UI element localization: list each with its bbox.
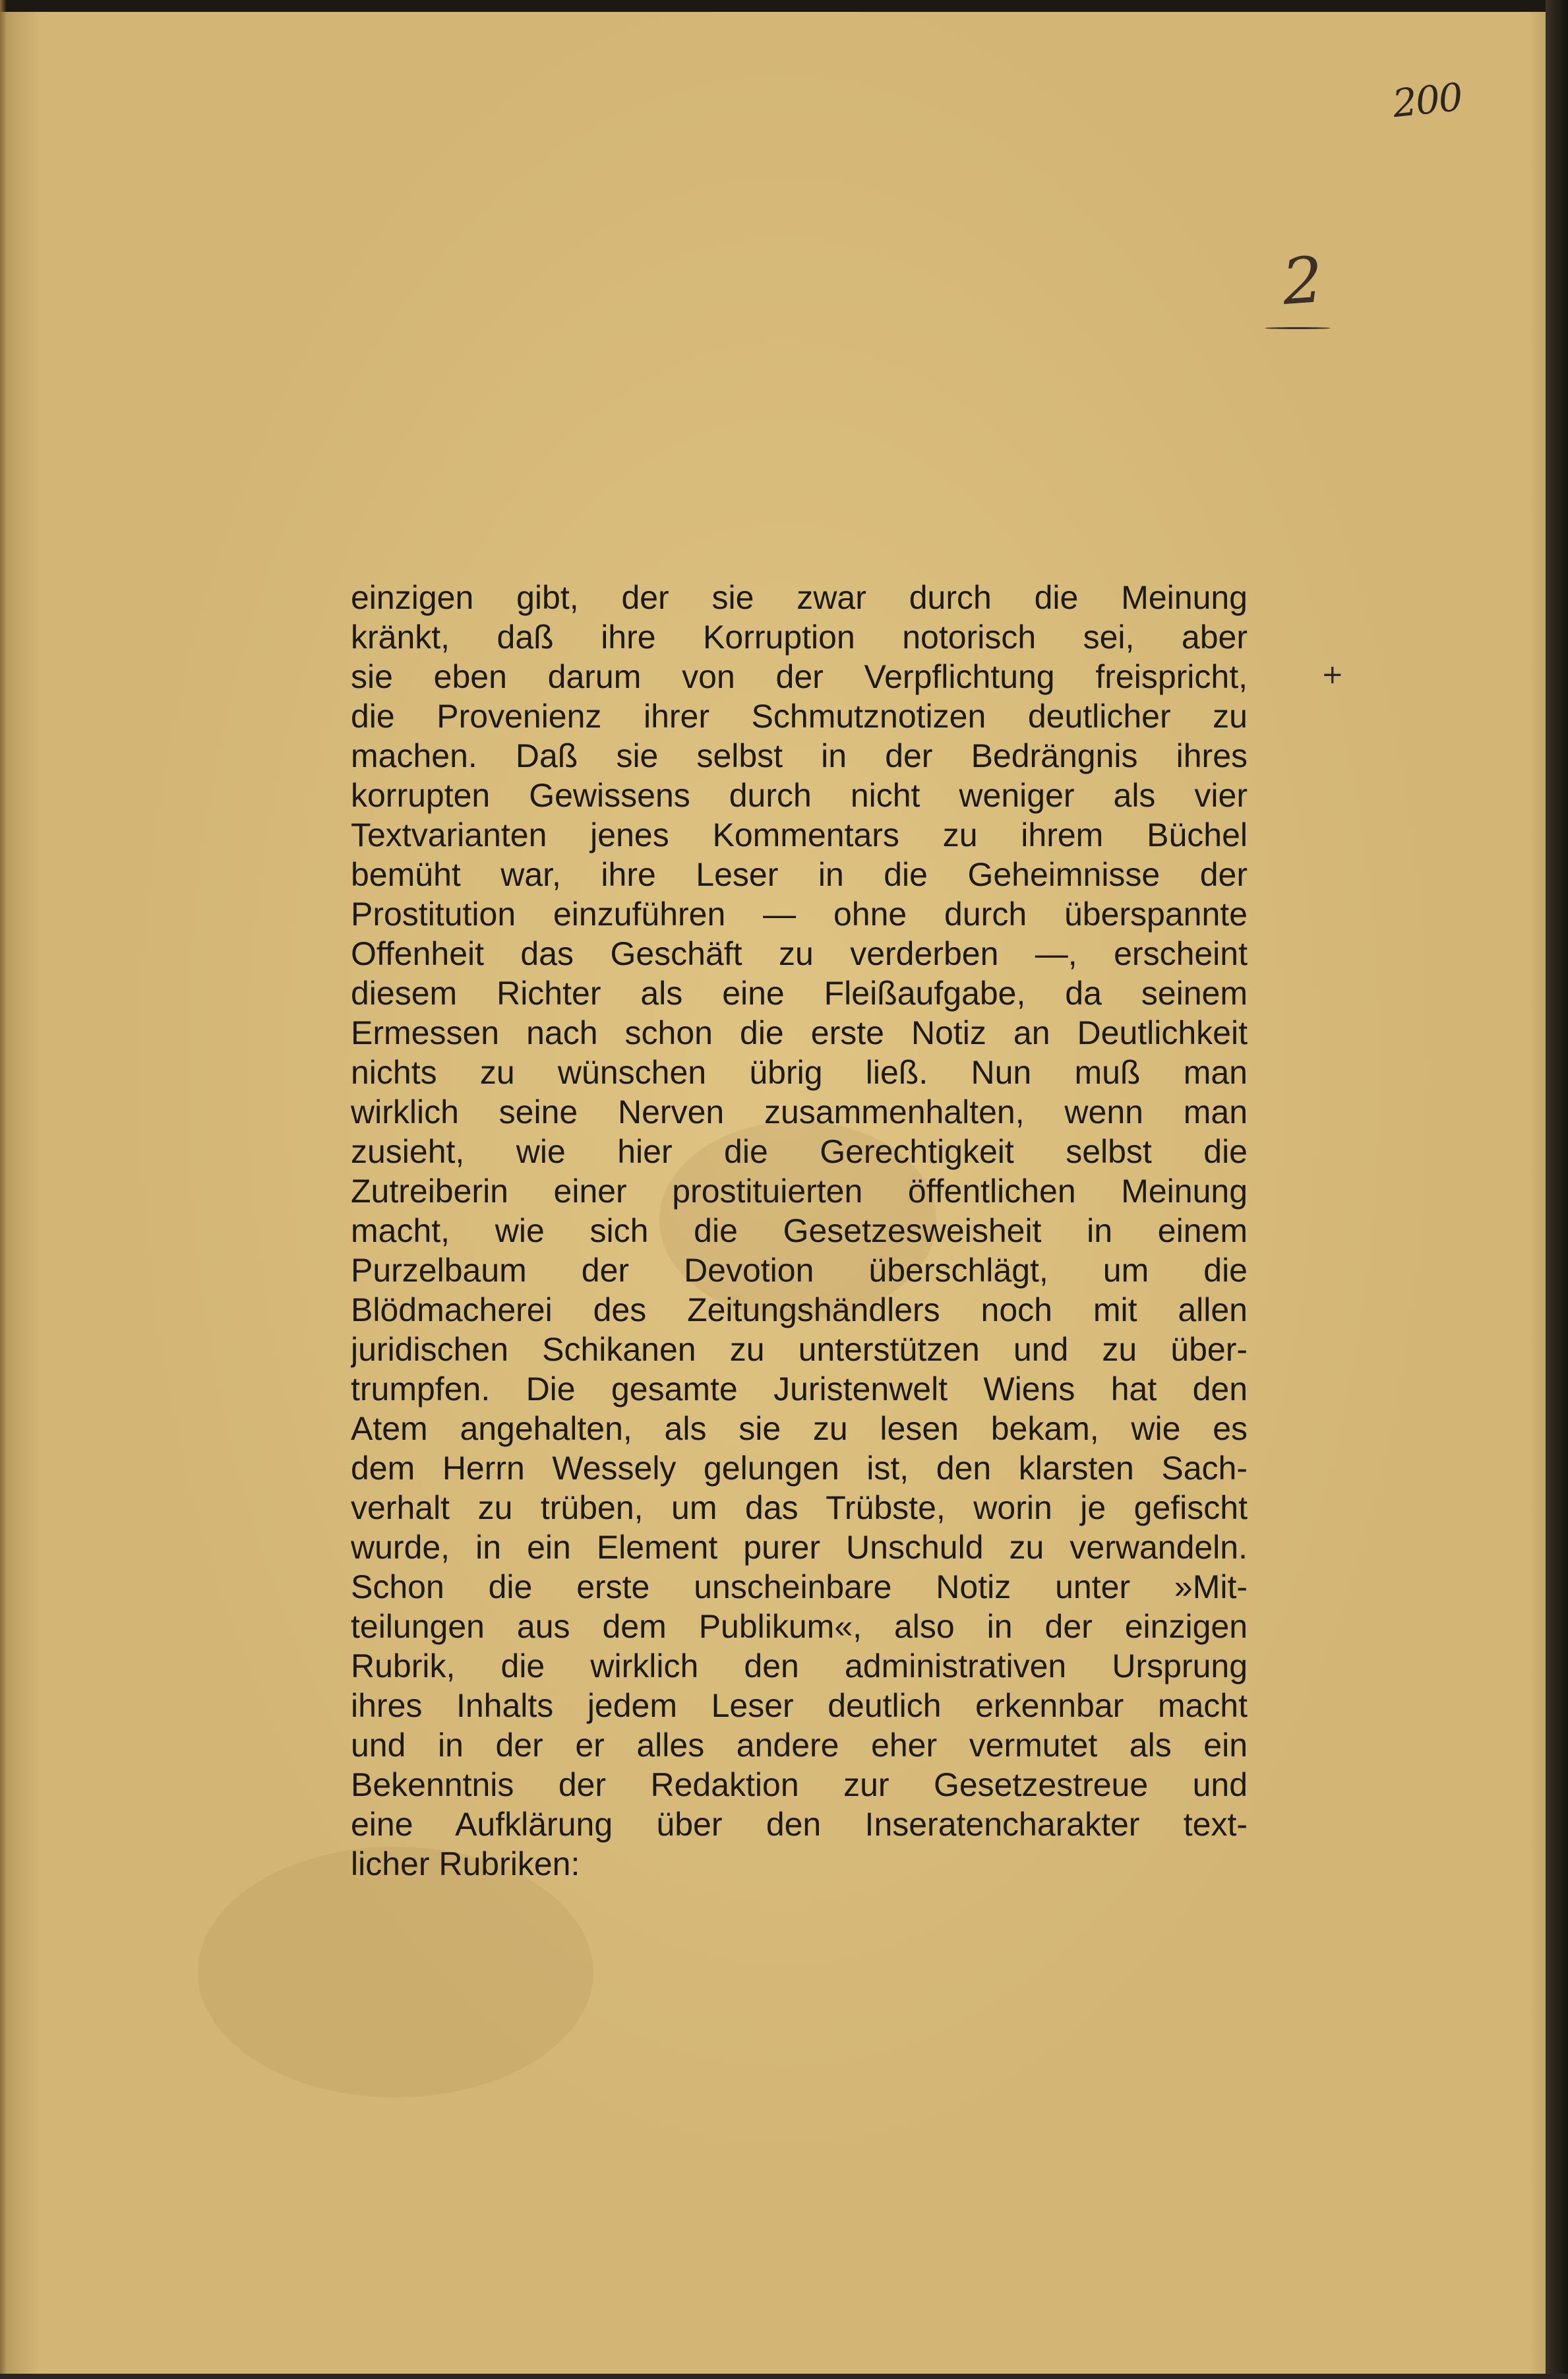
handwritten-folio-number: 200 [1390, 74, 1464, 127]
text-line: Ermessen nach schon die erste Notiz an Deutlichkeit [351, 1014, 1248, 1051]
text-line: einzigen gibt, der sie zwar durch die Meinung [351, 579, 1248, 616]
text-line: Purzelbaum der Devotion überschlägt, um die [351, 1252, 1248, 1289]
text-line: korrupten Gewissens durch nicht weniger als vier [351, 777, 1248, 814]
text-line: trumpfen. Die gesamte Juristenwelt Wiens hat den [351, 1371, 1248, 1407]
text-line: machen. Daß sie selbst in der Bedrängnis ihres [351, 737, 1248, 774]
text-line: verhalt zu trüben, um das Trübste, worin je gefischt [351, 1489, 1248, 1526]
text-line: wirklich seine Nerven zusammenhalten, wenn man [351, 1094, 1248, 1130]
scan-top-edge [0, 0, 1568, 12]
text-line: Textvarianten jenes Kommentars zu ihrem Büchel [351, 817, 1248, 853]
text-line: juridischen Schikanen zu unterstützen und zu über- [351, 1331, 1248, 1368]
text-line: wurde, in ein Element purer Unschuld zu verwandeln. [351, 1529, 1248, 1566]
text-line: Prostitution einzuführen — ohne durch überspannte [351, 896, 1248, 933]
scan-right-edge [1546, 0, 1568, 2379]
text-line: dem Herrn Wessely gelungen ist, den klarsten Sach- [351, 1450, 1248, 1487]
scan-left-edge [0, 0, 7, 2379]
handwritten-sheet-number: 2 [1280, 243, 1325, 319]
text-line: Atem angehalten, als sie zu lesen bekam, wie es [351, 1410, 1248, 1447]
text-line: Rubrik, die wirklich den administrativen Ursprung [351, 1648, 1248, 1684]
text-line: eine Aufklärung über den Inseratencharakter text- [351, 1806, 1248, 1843]
text-line: Bekenntnis der Redaktion zur Gesetzestreue und [351, 1766, 1248, 1803]
text-line: macht, wie sich die Gesetzesweisheit in einem [351, 1212, 1248, 1249]
paper-stain [198, 1847, 593, 2097]
text-line: bemüht war, ihre Leser in die Geheimnisse der [351, 856, 1248, 893]
text-line: Blödmacherei des Zeitungshändlers noch mit allen [351, 1291, 1248, 1328]
scan-bottom-edge [0, 2374, 1568, 2379]
text-line: teilungen aus dem Publikum«, also in der einzigen [351, 1608, 1248, 1645]
text-line: licher Rubriken: [351, 1845, 580, 1882]
text-line: Offenheit das Geschäft zu verderben —, erscheint [351, 935, 1248, 972]
text-line: Schon die erste unscheinbare Notiz unter »Mit- [351, 1568, 1248, 1605]
text-line: nichts zu wünschen übrig ließ. Nun muß man [351, 1054, 1248, 1091]
text-line: Zutreiberin einer prostituierten öffentlichen Meinung [351, 1173, 1248, 1210]
text-line: ihres Inhalts jedem Leser deutlich erkennbar macht [351, 1687, 1248, 1724]
sheet-number-underline [1265, 327, 1331, 329]
body-text [351, 578, 1248, 1884]
text-line: kränkt, daß ihre Korruption notorisch sei, aber [351, 619, 1248, 656]
text-line: und in der er alles andere eher vermutet als ein [351, 1727, 1248, 1764]
text-line: die Provenienz ihrer Schmutznotizen deutlicher zu [351, 698, 1248, 735]
text-line: diesem Richter als eine Fleißaufgabe, da seinem [351, 975, 1248, 1012]
text-line: zusieht, wie hier die Gerechtigkeit selbst die [351, 1133, 1248, 1170]
margin-mark: + [1321, 660, 1344, 690]
text-line: sie eben darum von der Verpflichtung freispricht, [351, 658, 1248, 695]
